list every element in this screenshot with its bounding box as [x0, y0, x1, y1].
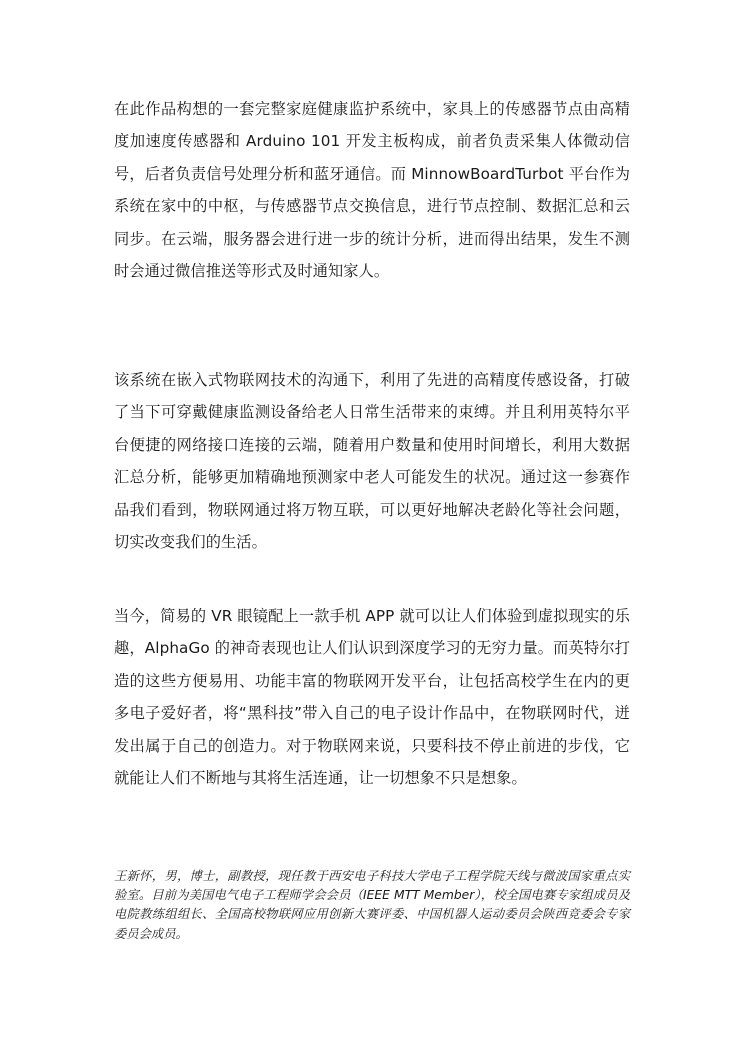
author-bio: 王新怀，男，博士，副教授，现任教于西安电子科技大学电子工程学院天线与微波国家重点实验室。目前为美国电气电子工程师学会会员（IEEE MTT Member），校全国电赛专家组成员及电院教练组组长、全国高校物联网应用创新大赛评委、中国机器人运动委员会陕西竞委会专家委员会成员。 — [114, 869, 630, 941]
paragraph-future-outlook: 当今，简易的 VR 眼镜配上一款手机 APP 就可以让人们体验到虚拟现实的乐趣，AlphaGo 的神奇表现也让人们认识到深度学习的无穷力量。而英特尔打造的这些方便易用、功能丰富的物联网开发平台，让包括高校学生在内的更多电子爱好者，将“黑科技”带入自己的电子设计作品中，在物联网时代，迸发出属于自己的创造力。对于物联网来说，只要科技不停止前进的步伐，它就能让人们不断地与其将生活连通，让一切想象不只是想象。 — [114, 607, 630, 788]
paragraph-system-design: 在此作品构想的一套完整家庭健康监护系统中，家具上的传感器节点由高精度加速度传感器和 Arduino 101 开发主板构成，前者负责采集人体微动信号，后者负责信号处理分析和蓝牙通信。而 MinnowBoardTurbot 平台作为系统在家中的中枢，与传感器节点交换信息，进行节点控制、数据汇总和云同步。在云端，服务器会进行进一步的统计分析，进而得出结果，发生不测时会通过微信推送等形式及时通知家人。 — [114, 100, 630, 281]
paragraph-iot-benefits: 该系统在嵌入式物联网技术的沟通下，利用了先进的高精度传感设备，打破了当下可穿戴健康监测设备给老人日常生活带来的束缚。并且利用英特尔平台便捷的网络接口连接的云端，随着用户数量和使用时间增长，利用大数据汇总分析，能够更加精确地预测家中老人可能发生的状况。通过这一参赛作品我们看到，物联网通过将万物互联，可以更好地解决老龄化等社会问题，切实改变我们的生活。 — [114, 371, 630, 552]
